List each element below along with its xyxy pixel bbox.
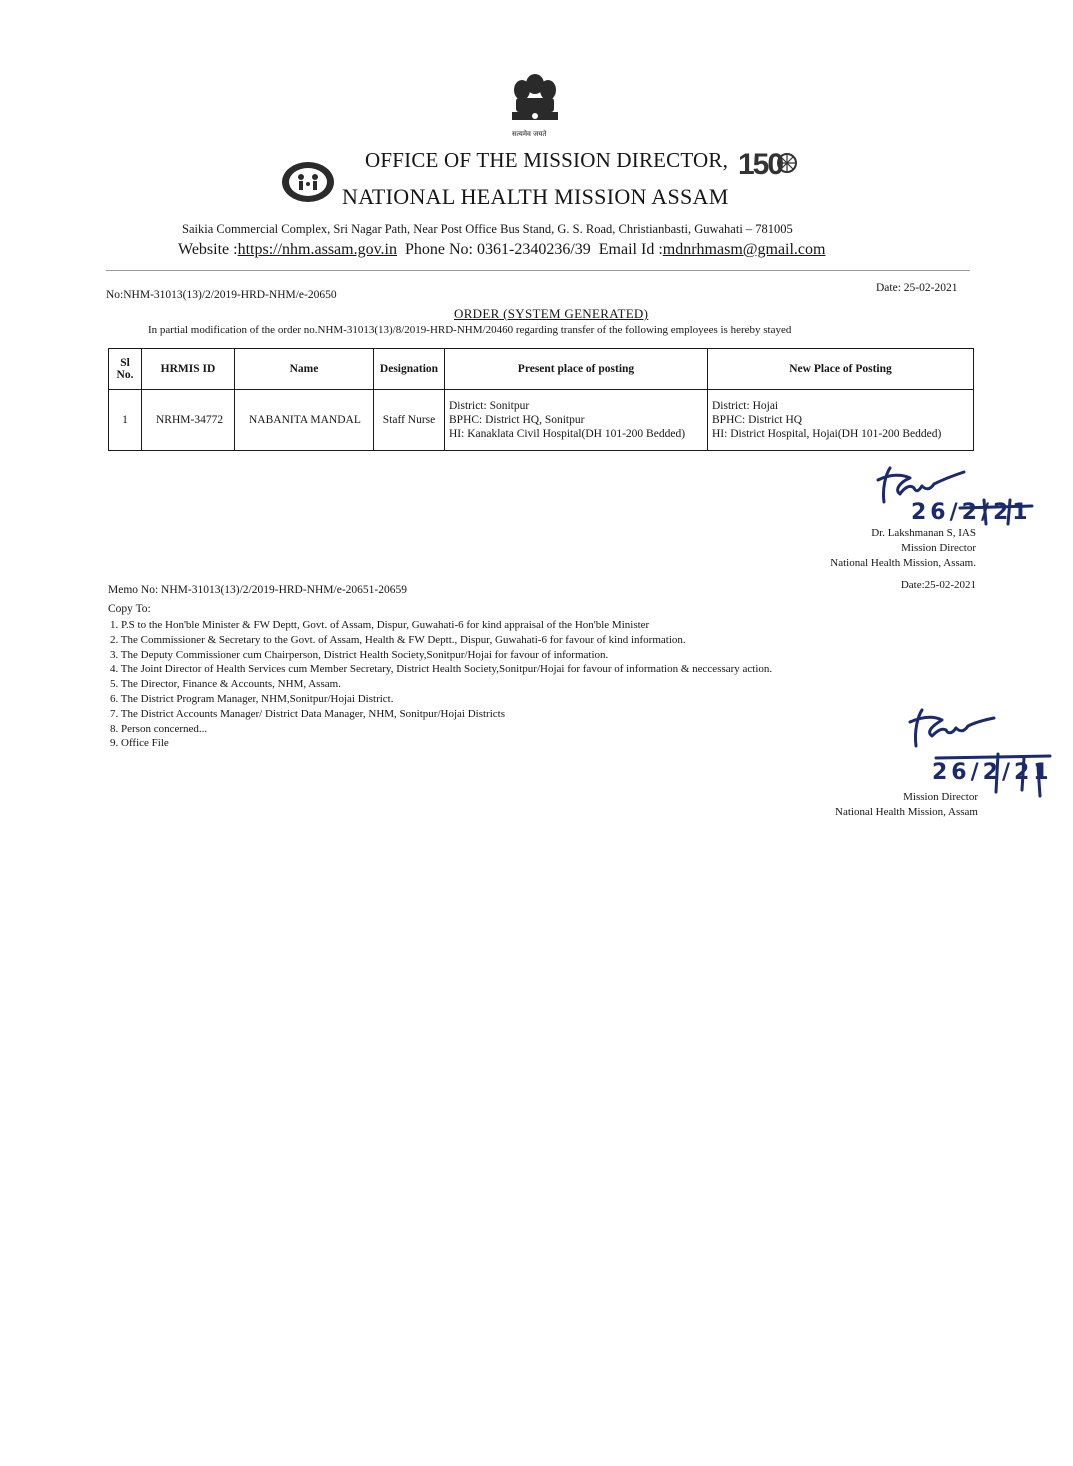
present-district: District: Sonitpur bbox=[449, 400, 530, 412]
present-hi: HI: Kanaklata Civil Hospital(DH 101-200 Bedded) bbox=[449, 428, 686, 440]
150-years-badge: 150 bbox=[738, 148, 783, 181]
order-heading: ORDER (SYSTEM GENERATED) bbox=[454, 306, 649, 321]
copy-to-label: Copy To: bbox=[108, 603, 151, 615]
signature-2 bbox=[880, 700, 1060, 800]
email-label: Email Id : bbox=[598, 241, 663, 258]
cell-sl: 1 bbox=[109, 390, 142, 451]
new-bphc: BPHC: District HQ bbox=[712, 414, 803, 426]
signatory-org: National Health Mission, Assam. bbox=[830, 557, 976, 569]
signature-2-date: 26/2/21 bbox=[932, 760, 1053, 785]
copy-to-list bbox=[110, 618, 772, 751]
list-item: 9. Office File bbox=[110, 737, 169, 750]
list-item: 6. The District Program Manager, NHM,Sonitpur/Hojai District. bbox=[110, 692, 394, 705]
list-item: 2. The Commissioner & Secretary to the Govt. of Assam, Health & FW Deptt., Dispur, Guwahati-6 for favour of kind information. bbox=[110, 633, 686, 646]
order-number: No:NHM-31013(13)/2/2019-HRD-NHM/e-20650 bbox=[106, 289, 337, 301]
cell-name: NABANITA MANDAL bbox=[235, 390, 374, 451]
col-name: Name bbox=[235, 349, 374, 390]
transfer-table bbox=[108, 348, 974, 451]
col-hrmis: HRMIS ID bbox=[142, 349, 235, 390]
order-date: Date: 25-02-2021 bbox=[876, 282, 958, 294]
organization-title: NATIONAL HEALTH MISSION ASSAM bbox=[342, 184, 729, 209]
table-header-row bbox=[109, 349, 974, 390]
header-divider bbox=[106, 270, 970, 271]
chakra-icon bbox=[776, 152, 798, 174]
email-link[interactable]: mdnrhmasm@gmail.com bbox=[662, 241, 826, 258]
phone-number: Phone No: 0361-2340236/39 bbox=[405, 241, 591, 258]
signatory-title-2: Mission Director bbox=[903, 791, 978, 803]
cell-new-posting bbox=[708, 390, 974, 451]
list-item: 5. The Director, Finance & Accounts, NHM, Assam. bbox=[110, 678, 341, 691]
cell-present-posting bbox=[445, 390, 708, 451]
signature-date: Date:25-02-2021 bbox=[900, 579, 976, 591]
col-sl: Sl No. bbox=[109, 349, 142, 390]
list-item: 8. Person concerned... bbox=[110, 722, 208, 735]
memo-number: Memo No: NHM-31013(13)/2/2019-HRD-NHM/e-20651-20659 bbox=[108, 584, 407, 596]
signatory-org-2: National Health Mission, Assam bbox=[835, 806, 978, 818]
signatory-title: Mission Director bbox=[901, 542, 976, 554]
signatory-name: Dr. Lakshmanan S, IAS bbox=[871, 527, 976, 539]
new-district: District: Hojai bbox=[712, 400, 779, 412]
new-hi: HI: District Hospital, Hojai(DH 101-200 Bedded) bbox=[712, 428, 942, 440]
nhm-logo-icon bbox=[277, 160, 339, 204]
website-link[interactable]: https://nhm.assam.gov.in bbox=[237, 241, 397, 258]
signatory-block-2 bbox=[835, 790, 978, 820]
website-label: Website : bbox=[178, 241, 238, 258]
table-row bbox=[109, 390, 974, 451]
signatory-block bbox=[830, 526, 976, 571]
col-new-posting: New Place of Posting bbox=[708, 349, 974, 390]
signature-1-date: 26/2/21 bbox=[911, 500, 1032, 525]
office-address: Saikia Commercial Complex, Sri Nagar Path, Near Post Office Bus Stand, G. S. Road, Christianbasti, Guwahati – 781005 bbox=[182, 222, 793, 236]
col-designation: Designation bbox=[374, 349, 445, 390]
cell-designation: Staff Nurse bbox=[374, 390, 445, 451]
col-present-posting: Present place of posting bbox=[445, 349, 708, 390]
list-item: 4. The Joint Director of Health Services cum Member Secretary, District Health Society,Sonitpur/Hojai for favour of information & neccessary action. bbox=[110, 663, 773, 676]
list-item: 3. The Deputy Commissioner cum Chairperson, District Health Society,Sonitpur/Hojai for favour of information. bbox=[110, 648, 609, 661]
office-title: OFFICE OF THE MISSION DIRECTOR, bbox=[365, 148, 729, 172]
present-bphc: BPHC: District HQ, Sonitpur bbox=[449, 414, 585, 426]
cell-hrmis: NRHM-34772 bbox=[142, 390, 235, 451]
list-item: 1. P.S to the Hon'ble Minister & FW Deptt, Govt. of Assam, Dispur, Guwahati-6 for kind appraisal of the Hon'ble Minister bbox=[110, 619, 650, 631]
contact-line bbox=[178, 241, 825, 259]
emblem-caption: सत्यमेव जयते bbox=[512, 130, 547, 138]
list-item: 7. The District Accounts Manager/ District Data Manager, NHM, Sonitpur/Hojai Districts bbox=[110, 707, 505, 720]
order-intro: In partial modification of the order no.NHM-31013(13)/8/2019-HRD-NHM/20460 regarding transfer of the following employees is hereby stayed bbox=[148, 324, 792, 336]
